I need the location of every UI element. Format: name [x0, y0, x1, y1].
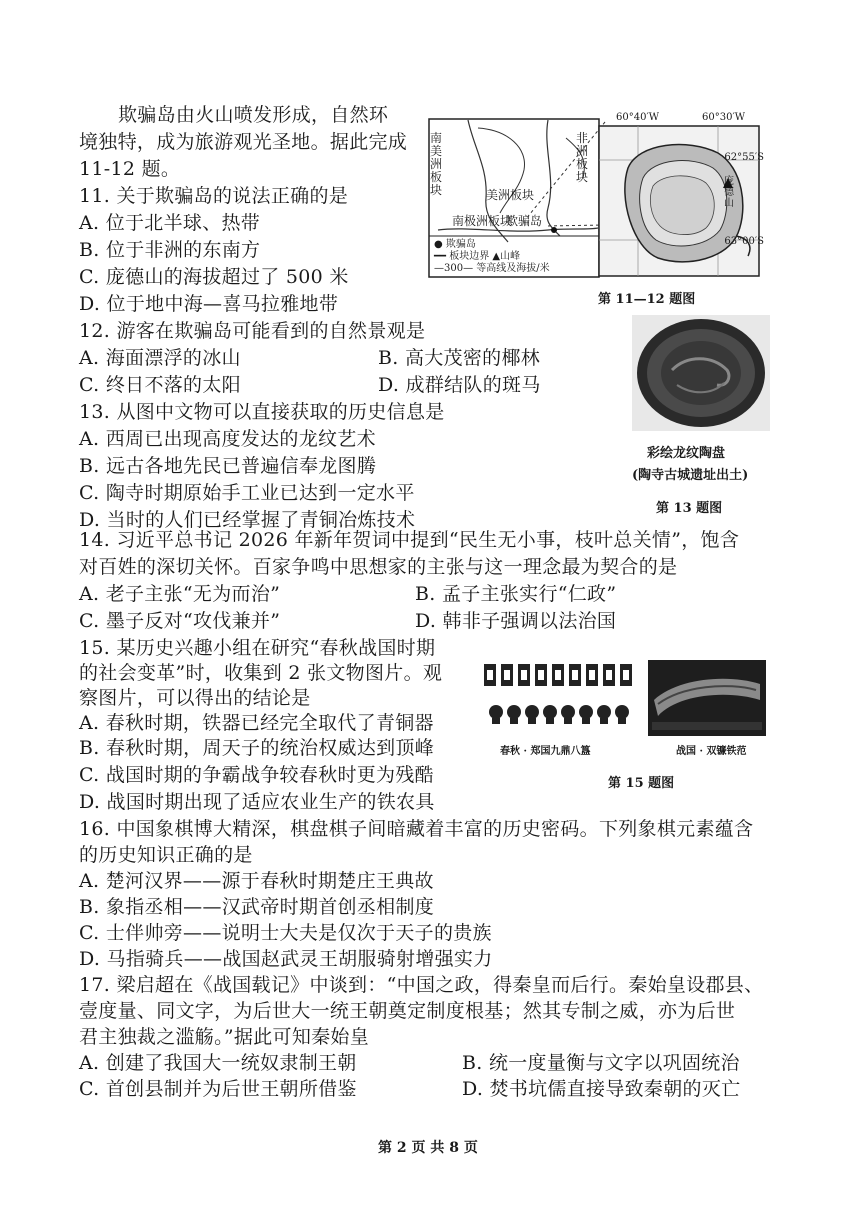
- option: D. 战国时期出现了适应农业生产的铁农具: [79, 791, 435, 813]
- option: D. 当时的人们已经掌握了青铜冶炼技术: [79, 509, 416, 531]
- mountain-label: 庞德山: [724, 176, 734, 209]
- option: D. 位于地中海—喜马拉雅地带: [79, 293, 339, 315]
- option: B. 孟子主张实行“仁政”: [415, 583, 617, 605]
- option: D. 成群结队的斑马: [378, 374, 541, 396]
- zoom-connector: [520, 110, 610, 230]
- coord-label: 63°00′S: [724, 236, 764, 247]
- question-stem: 君主独裁之滥觞。”据此可知秦始皇: [79, 1026, 370, 1048]
- ding-gui-graphic: [480, 660, 636, 740]
- option: C. 士伴帅旁——说明士大夫是仅次于天子的贵族: [79, 922, 492, 944]
- island-label: 欺骗岛: [506, 214, 543, 228]
- question-stem: 16. 中国象棋博大精深，棋盘棋子间暗藏着丰富的历史密码。下列象棋元素蕴含: [79, 818, 754, 840]
- option: C. 战国时期的争霸战争较春秋时更为残酷: [79, 764, 434, 786]
- pottery-plate-graphic: [632, 315, 770, 431]
- option: A. 位于北半球、热带: [79, 212, 261, 234]
- option: A. 西周已出现高度发达的龙纹艺术: [79, 428, 376, 450]
- option: B. 位于非洲的东南方: [79, 239, 261, 261]
- question-stem: 13. 从图中文物可以直接获取的历史信息是: [79, 401, 445, 423]
- island-map: [598, 112, 766, 278]
- artifact-label: 春秋 · 郑国九鼎八簋: [500, 746, 591, 757]
- island-map-graphic: [598, 118, 766, 278]
- option: A. 老子主张“无为而治”: [79, 583, 281, 605]
- option: B. 象指丞相——汉武帝时期首创丞相制度: [79, 896, 435, 918]
- question-stem: 对百姓的深切关怀。百家争鸣中思想家的主张与这一理念最为契合的是: [79, 556, 678, 578]
- option: A. 创建了我国大一统奴隶制王朝: [79, 1052, 357, 1074]
- plate-subtitle: (陶寺古城遗址出土): [632, 468, 749, 483]
- legend-island-label: 欺骗岛: [445, 239, 476, 250]
- option: A. 春秋时期，铁器已经完全取代了青铜器: [79, 712, 434, 734]
- intro-line: 欺骗岛由火山喷发形成，自然环: [118, 104, 389, 126]
- iron-mold-image: [648, 660, 766, 736]
- plate-title: 彩绘龙纹陶盘: [647, 446, 726, 461]
- legend-boundary-icon: ━━: [434, 251, 447, 262]
- legend-peak-label: ▲山峰: [492, 251, 521, 262]
- question-stem: 11. 关于欺骗岛的说法正确的是: [79, 185, 349, 207]
- option: C. 陶寺时期原始手工业已达到一定水平: [79, 482, 415, 504]
- question-stem: 14. 习近平总书记 2026 年新年贺词中提到“民生无小事，枝叶总关情”，饱含: [79, 529, 740, 551]
- legend-boundary-label: 板块边界: [449, 251, 490, 262]
- question-stem: 17. 梁启超在《战国载记》中谈到：“中国之政，得秦皇而后行。秦始皇设郡县、: [79, 974, 764, 996]
- pottery-plate-image: [632, 315, 770, 431]
- plate-label: 南美洲板块: [430, 131, 443, 197]
- plate-label: 南极洲板块: [452, 214, 513, 228]
- option: B. 高大茂密的椰林: [378, 347, 541, 369]
- intro-line: 11-12 题。: [79, 158, 181, 180]
- artifact-label: 战国 · 双镰铁范: [676, 746, 747, 757]
- page-footer: 第 2 页 共 8 页: [378, 1140, 478, 1156]
- question-stem: 的社会变革”时，收集到 2 张文物图片。观: [79, 662, 443, 684]
- option: C. 墨子反对“攻伐兼并”: [79, 610, 281, 632]
- legend-point-icon: ●: [434, 239, 443, 250]
- plate-label: 非洲板块: [576, 131, 589, 184]
- map-legend: [434, 239, 550, 275]
- option: C. 首创县制并为后世王朝所借鉴: [79, 1078, 357, 1100]
- figure-caption: 第 13 题图: [656, 501, 723, 516]
- coord-label: 60°40′W: [616, 112, 659, 123]
- coord-label: 60°30′W: [702, 112, 745, 123]
- option: D. 马指骑兵——战国赵武灵王胡服骑射增强实力: [79, 948, 493, 970]
- figure-caption: 第 11—12 题图: [598, 292, 696, 307]
- question-stem: 的历史知识正确的是: [79, 844, 253, 866]
- question-stem: 12. 游客在欺骗岛可能看到的自然景观是: [79, 320, 426, 342]
- question-stem: 壹度量、同文字，为后世大一统王朝奠定制度根基；然其专制之威，亦为后世: [79, 1000, 736, 1022]
- option: A. 楚河汉界——源于春秋时期楚庄王典故: [79, 870, 434, 892]
- option: A. 海面漂浮的冰山: [79, 347, 241, 369]
- option: D. 焚书坑儒直接导致秦朝的灭亡: [462, 1078, 741, 1100]
- question-stem: 察图片，可以得出的结论是: [79, 687, 311, 709]
- coord-label: 62°55′S: [724, 152, 764, 163]
- legend-contour-label: —300— 等高线及海拔/米: [434, 263, 550, 274]
- figure-caption: 第 15 题图: [608, 776, 675, 791]
- option: B. 春秋时期，周天子的统治权威达到顶峰: [79, 737, 435, 759]
- plate-label: 美洲板块: [486, 188, 535, 202]
- option: C. 庞德山的海拔超过了 500 米: [79, 266, 349, 288]
- option: B. 远古各地先民已普遍信奉龙图腾: [79, 455, 377, 477]
- question-stem: 15. 某历史兴趣小组在研究“春秋战国时期: [79, 637, 436, 659]
- iron-mold-graphic: [648, 660, 766, 736]
- option: D. 韩非子强调以法治国: [415, 610, 617, 632]
- option: C. 终日不落的太阳: [79, 374, 241, 396]
- ding-gui-image: [480, 660, 636, 740]
- option: B. 统一度量衡与文字以巩固统治: [462, 1052, 740, 1074]
- intro-line: 境独特，成为旅游观光圣地。据此完成: [79, 131, 408, 153]
